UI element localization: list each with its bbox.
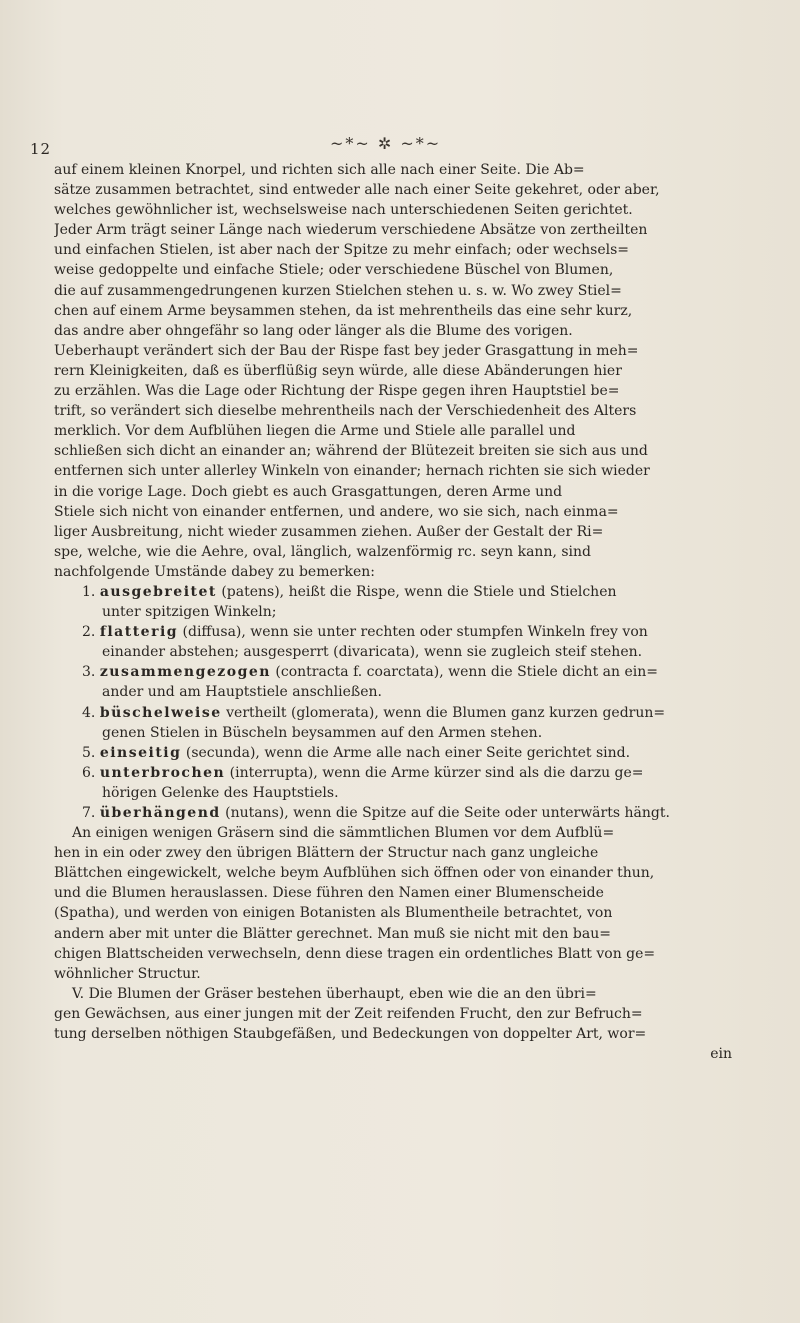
list-item [54,622,772,642]
text-line: schließen sich dicht an einander an; während der Blütezeit breiten sie sich aus und [54,443,648,460]
text-line: tung derselben nöthigen Staubgefäßen, und Bedeckungen von doppelter Art, wor= [54,1026,647,1043]
text-line: weise gedoppelte und einfache Stiele; oder verschiedene Büschel von Blumen, [54,262,614,279]
body-text [54,160,772,1064]
item-text: wenn die Arme kürzer sind als die darzu ge= [322,764,644,781]
text-line: rern Kleinigkeiten, daß es überflüßig seyn würde, alle diese Abänderungen hier [54,362,622,379]
text-line: entfernen sich unter allerley Winkeln von einander; hernach richten sie sich wieder [54,463,650,480]
text-line: sätze zusammen betrachtet, sind entweder alle nach einer Seite gekehret, oder aber, [54,182,660,199]
text-line: auf einem kleinen Knorpel, und richten sich alle nach einer Seite. Die Ab= [54,162,585,178]
item-num: 2. [82,624,96,641]
text-line: (Spatha), und werden von einigen Botanisten als Blumentheile betrachtet, von [54,905,613,922]
list-item-continuation: einander abstehen; ausgesperrt (divaricata), wenn sie zugleich steif stehen. [102,644,643,661]
text-line: und einfachen Stielen, ist aber nach der Spitze zu mehr einfach; oder wechsels= [54,242,630,259]
item-latin: (diffusa), [182,624,246,641]
header-ornament: ~*~ ✲ ~*~ [330,134,442,153]
text-line: und die Blumen herauslassen. Diese führen den Namen einer Blumenscheide [54,885,604,902]
text-line: merklich. Vor dem Aufblühen liegen die Arme und Stiele alle parallel und [54,423,576,440]
intro-paragraph [54,160,772,582]
text-line: chen auf einem Arme beysammen stehen, da ist mehrentheils das eine sehr kurz, [54,302,633,319]
list-item [54,703,772,723]
item-text: vertheilt (glomerata), wenn die Blumen ganz kurzen gedrun= [226,704,666,721]
text-line: trift, so verändert sich dieselbe mehrentheils nach der Verschiedenheit des Alters [54,403,637,420]
item-latin: (secunda), [185,744,260,761]
text-line: nachfolgende Umstände dabey zu bemerken: [54,563,375,580]
spatha-paragraph [54,823,772,984]
item-text: wenn die Stiele dicht an ein= [448,664,658,681]
item-num: 7. [82,805,96,821]
item-term: unterbrochen [99,764,226,781]
text-line: das andre aber ohngefähr so lang oder länger als die Blume des vorigen. [54,322,573,339]
item-text: wenn die Spitze auf die Seite oder unterwärts hängt. [293,805,670,821]
item-term: einseitig [99,744,182,761]
text-line: chigen Blattscheiden verwechseln, denn diese tragen ein ordentliches Blatt von ge= [54,945,656,962]
text-line: spe, welche, wie die Aehre, oval, länglich, walzenförmig rc. seyn kann, sind [54,543,591,560]
list-item [54,662,772,682]
text-line: Blättchen eingewickelt, welche beym Aufblühen sich öffnen oder von einander thun, [54,865,655,882]
text-line: andern aber mit unter die Blätter gerechnet. Man muß sie nicht mit den bau= [54,925,611,942]
item-latin: (patens), [221,583,285,600]
item-latin: (interrupta), [229,764,318,781]
item-num: 5. [82,744,96,761]
text-line: An einigen wenigen Gräsern sind die sämmtlichen Blumen vor dem Aufblü= [72,825,615,842]
text-line: Jeder Arm trägt seiner Länge nach wiederum verschiedene Absätze von zertheilten [54,222,648,239]
list-item [54,803,772,823]
catchword: ein [710,1046,732,1063]
text-line: welches gewöhnlicher ist, wechselsweise nach unterschiedenen Seiten gerichtet. [54,202,633,219]
item-latin: (contracta f. coarctata), [275,664,444,681]
item-text: wenn die Arme alle nach einer Seite gerichtet sind. [264,744,631,761]
section-v-paragraph [54,984,772,1044]
item-text: heißt die Rispe, wenn die Stiele und Stielchen [288,583,617,600]
text-line: V. Die Blumen der Gräser bestehen überhaupt, eben wie die an den übri= [72,985,597,1002]
text-line: zu erzählen. Was die Lage oder Richtung der Rispe gegen ihren Hauptstiel be= [54,383,620,400]
item-num: 6. [82,764,96,781]
item-term: zusammengezogen [99,664,271,681]
text-line: liger Ausbreitung, nicht wieder zusammen ziehen. Außer der Gestalt der Ri= [54,523,604,540]
text-line: in die vorige Lage. Doch giebt es auch Grasgattungen, deren Arme und [54,483,563,500]
page-number: 12 [30,140,52,158]
item-num: 3. [82,664,96,681]
list-item-continuation: hörigen Gelenke des Hauptstiels. [102,784,339,801]
text-line: hen in ein oder zwey den übrigen Blättern der Structur nach ganz ungleiche [54,845,599,862]
item-term: überhängend [99,805,221,821]
item-latin: (nutans), [225,805,289,821]
text-line: Stiele sich nicht von einander entfernen, und andere, wo sie sich, nach einma= [54,503,619,520]
text-line: gen Gewächsen, aus einer jungen mit der Zeit reifenden Frucht, den zur Befruch= [54,1005,643,1022]
list-item [54,743,772,763]
item-term: büschelweise [99,704,222,721]
item-list [54,582,772,823]
item-term: ausgebreitet [99,583,217,600]
item-num: 1. [82,583,96,600]
text-line: die auf zusammengedrungenen kurzen Stielchen stehen u. s. w. Wo zwey Stiel= [54,282,622,299]
list-item-continuation: genen Stielen in Büscheln beysammen auf den Armen stehen. [102,724,543,741]
list-item-continuation: ander und am Hauptstiele anschließen. [102,684,382,701]
text-line: wöhnlicher Structur. [54,965,201,982]
item-term: flatterig [99,624,179,641]
text-line: Ueberhaupt verändert sich der Bau der Rispe fast bey jeder Grasgattung in meh= [54,342,639,359]
item-num: 4. [82,704,96,721]
item-text: wenn sie unter rechten oder stumpfen Winkeln frey von [250,624,648,641]
list-item [54,582,772,602]
list-item-continuation: unter spitzigen Winkeln; [102,604,277,621]
list-item [54,763,772,783]
